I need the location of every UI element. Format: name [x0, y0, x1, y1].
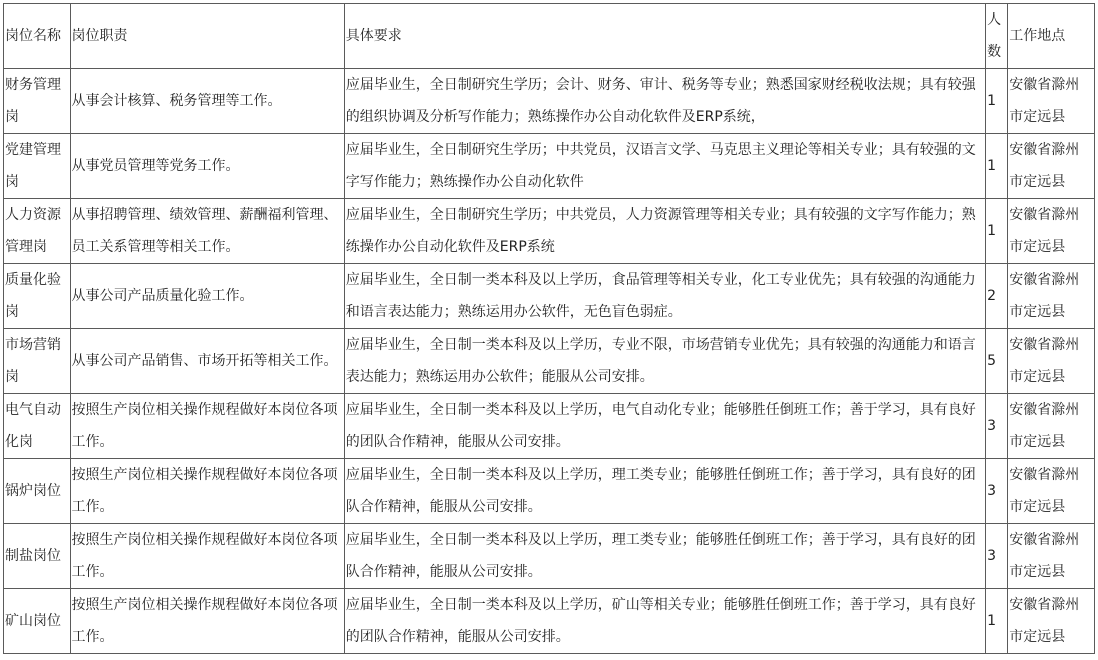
- position-requirements: 应届毕业生，全日制一类本科及以上学历，矿山等相关专业；能够胜任倒班工作；善于学习，具有良好的团队合作精神，能服从公司安排。: [344, 589, 985, 654]
- header-location: 工作地点: [1008, 4, 1095, 69]
- table-row: [4, 524, 1095, 589]
- table-row: [4, 199, 1095, 264]
- table-header-row: [4, 4, 1095, 69]
- position-duty: 从事公司产品质量化验工作。: [70, 264, 344, 329]
- job-positions-table: [3, 3, 1095, 654]
- position-name: 矿山岗位: [4, 589, 71, 654]
- position-requirements: 应届毕业生，全日制研究生学历；中共党员，汉语言文学、马克思主义理论等相关专业；具有较强的文字写作能力；熟练操作办公自动化软件: [344, 134, 985, 199]
- position-duty: 从事会计核算、税务管理等工作。: [70, 69, 344, 134]
- position-requirements: 应届毕业生，全日制一类本科及以上学历，电气自动化专业；能够胜任倒班工作；善于学习，具有良好的团队合作精神，能服从公司安排。: [344, 394, 985, 459]
- header-position-name: 岗位名称: [4, 4, 71, 69]
- position-duty: 从事党员管理等党务工作。: [70, 134, 344, 199]
- position-headcount: 3: [986, 524, 1008, 589]
- position-name: 人力资源管理岗: [4, 199, 71, 264]
- position-requirements: 应届毕业生，全日制研究生学历；会计、财务、审计、税务等专业；熟悉国家财经税收法规；具有较强的组织协调及分析写作能力；熟练操作办公自动化软件及ERP系统，: [344, 69, 985, 134]
- header-requirements: 具体要求: [344, 4, 985, 69]
- position-location: 安徽省滁州市定远县: [1008, 524, 1095, 589]
- table-row: [4, 394, 1095, 459]
- position-requirements: 应届毕业生，全日制一类本科及以上学历，理工类专业；能够胜任倒班工作；善于学习，具有良好的团队合作精神，能服从公司安排。: [344, 459, 985, 524]
- position-location: 安徽省滁州市定远县: [1008, 394, 1095, 459]
- position-headcount: 1: [986, 199, 1008, 264]
- position-location: 安徽省滁州市定远县: [1008, 264, 1095, 329]
- position-name: 党建管理岗: [4, 134, 71, 199]
- position-headcount: 1: [986, 69, 1008, 134]
- table-row: [4, 69, 1095, 134]
- table-row: [4, 589, 1095, 654]
- position-name: 锅炉岗位: [4, 459, 71, 524]
- position-location: 安徽省滁州市定远县: [1008, 134, 1095, 199]
- position-headcount: 1: [986, 589, 1008, 654]
- position-requirements: 应届毕业生，全日制研究生学历；中共党员，人力资源管理等相关专业；具有较强的文字写作能力；熟练操作办公自动化软件及ERP系统: [344, 199, 985, 264]
- header-duties: 岗位职责: [70, 4, 344, 69]
- position-duty: 从事公司产品销售、市场开拓等相关工作。: [70, 329, 344, 394]
- position-name: 电气自动化岗: [4, 394, 71, 459]
- table-row: [4, 459, 1095, 524]
- position-name: 市场营销岗: [4, 329, 71, 394]
- position-location: 安徽省滁州市定远县: [1008, 459, 1095, 524]
- position-headcount: 1: [986, 134, 1008, 199]
- position-location: 安徽省滁州市定远县: [1008, 199, 1095, 264]
- position-headcount: 5: [986, 329, 1008, 394]
- position-duty: 按照生产岗位相关操作规程做好本岗位各项工作。: [70, 524, 344, 589]
- position-name: 制盐岗位: [4, 524, 71, 589]
- position-location: 安徽省滁州市定远县: [1008, 589, 1095, 654]
- position-requirements: 应届毕业生，全日制一类本科及以上学历，食品管理等相关专业，化工专业优先；具有较强的沟通能力和语言表达能力；熟练运用办公软件，无色盲色弱症。: [344, 264, 985, 329]
- position-duty: 按照生产岗位相关操作规程做好本岗位各项工作。: [70, 459, 344, 524]
- table-row: [4, 264, 1095, 329]
- position-duty: 从事招聘管理、绩效管理、薪酬福利管理、员工关系管理等相关工作。: [70, 199, 344, 264]
- header-headcount: 人数: [986, 4, 1008, 69]
- position-requirements: 应届毕业生，全日制一类本科及以上学历，专业不限，市场营销专业优先；具有较强的沟通能力和语言表达能力；熟练运用办公软件；能服从公司安排。: [344, 329, 985, 394]
- position-duty: 按照生产岗位相关操作规程做好本岗位各项工作。: [70, 589, 344, 654]
- position-duty: 按照生产岗位相关操作规程做好本岗位各项工作。: [70, 394, 344, 459]
- position-name: 质量化验岗: [4, 264, 71, 329]
- table-row: [4, 134, 1095, 199]
- position-location: 安徽省滁州市定远县: [1008, 69, 1095, 134]
- position-headcount: 3: [986, 394, 1008, 459]
- position-headcount: 3: [986, 459, 1008, 524]
- position-location: 安徽省滁州市定远县: [1008, 329, 1095, 394]
- position-requirements: 应届毕业生，全日制一类本科及以上学历，理工类专业；能够胜任倒班工作；善于学习，具有良好的团队合作精神，能服从公司安排。: [344, 524, 985, 589]
- position-headcount: 2: [986, 264, 1008, 329]
- table-row: [4, 329, 1095, 394]
- position-name: 财务管理岗: [4, 69, 71, 134]
